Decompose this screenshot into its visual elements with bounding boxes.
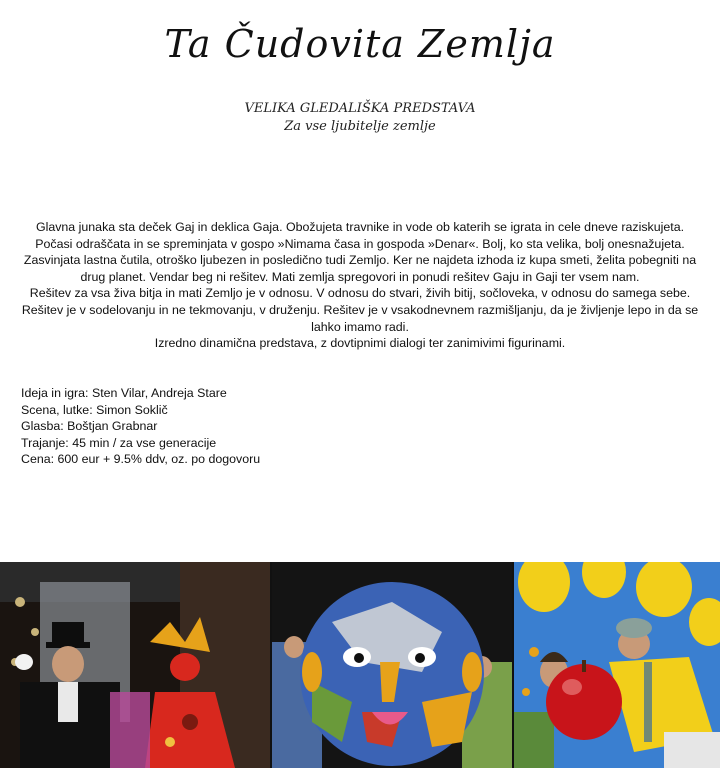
description-paragraph: Izredno dinamična predstava, z dovtipnimi dialogi ter zanimivimi figurinami. [154, 336, 566, 351]
credit-duration: Trajanje: 45 min / za vse generacije [21, 435, 217, 450]
credit-scene: Scena, lutke: Simon Soklič [21, 402, 168, 417]
description-paragraph: Glavna junaka sta deček Gaj in deklica Gaja. Obožujeta travnike in vode ob katerih se igrata in cele dneve raziskujeta. Počasi odraščata in se spreminjata v gospo »Nimama časa in gospoda »Denar«. Bolj, ko sta velika, bolj onesnažujeta. Zasvinjata lastna čutila, otroško ljubezen in posledično tudi Zemljo. Ker ne najdeta izhoda iz kupa smeti, želita pobegniti na drug planet. Vendar beg ni rešitev. Mati zemlja spregovori in ponudi rešitev Gaju in Gaji ter vsem nam. [23, 220, 697, 284]
stage-photo-2 [272, 562, 512, 768]
stage-photo-1 [0, 562, 270, 768]
credit-idea: Ideja in igra: Sten Vilar, Andreja Stare [21, 386, 227, 400]
stage-photo-3 [514, 562, 720, 768]
credits-list [21, 385, 521, 468]
subtitle-block [0, 100, 720, 136]
stage-photo-3-illustration [514, 562, 720, 768]
stage-photo-2-illustration [272, 562, 512, 768]
subtitle-show-type: VELIKA GLEDALIŠKA PREDSTAVA [244, 101, 476, 116]
credit-music: Glasba: Boštjan Grabnar [21, 419, 158, 434]
subtitle-audience: Za vse ljubitelje zemlje [284, 119, 436, 134]
photo-strip [0, 562, 720, 768]
page-title: Ta Čudovita Zemlja [164, 22, 556, 66]
stage-photo-1-illustration [0, 562, 270, 768]
description-paragraph: Rešitev za vsa živa bitja in mati Zemljo je v odnosu. V odnosu do stvari, živih bitij, sočloveka, v odnosu do samega sebe. Rešitev je v sodelovanju in ne tekmovanju, v druženju. Rešitev je v vsakodnevnem razmišljanju, da je življenje lepo in da se lahko imamo radi. [21, 286, 699, 334]
description-text [18, 219, 702, 352]
credit-price: Cena: 600 eur + 9.5% ddv, oz. po dogovoru [21, 452, 261, 467]
